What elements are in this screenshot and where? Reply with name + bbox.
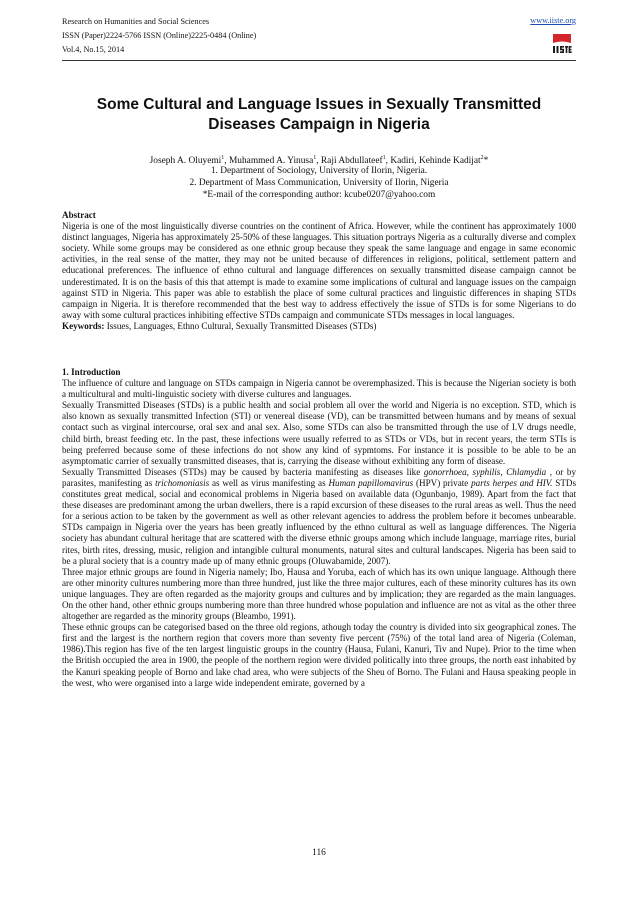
journal-name: Research on Humanities and Social Sciences bbox=[62, 17, 210, 26]
author-affil-mark: 2 bbox=[480, 155, 484, 161]
journal-issn: ISSN (Paper)2224-5766 ISSN (Online)2225-0484 (Online) bbox=[62, 31, 257, 40]
intro-paragraph-1: The influence of culture and language on STDs campaign in Nigeria cannot be overemphasized. This is because the Nigerian society is both a multicultural and multi-linguistic society with diverse cultures and languages. bbox=[62, 378, 576, 400]
author-affil-mark: 1 bbox=[313, 155, 317, 161]
header-rule bbox=[62, 60, 576, 61]
text-run: , or by parasites, manifesting as bbox=[62, 466, 576, 488]
journal-url-link[interactable]: www.iiste.org bbox=[530, 16, 576, 25]
text-run: as well as virus manifesting as bbox=[209, 477, 329, 488]
author-name: Raji Abdullateef bbox=[320, 156, 383, 167]
italic-run: gonorrhoea, syphilis, Chlamydia bbox=[423, 466, 547, 477]
page-number: 116 bbox=[312, 848, 326, 858]
intro-paragraph-2: Sexually Transmitted Diseases (STDs) is a public health and social problem all over the world and Nigeria is no exception. STD, which is also known as sexually transmitted Infection (STI) or venereal disease (VD), can be transmitted between humans and by means of sexual contact such as virginal intercourse, oral sex and anal sex. Also, some STDs can also be transmitted through the use of I.V drugs needle, child birth, breast feeding etc. In the past, these infections were usually referred to as STDs or VDs, but in recent years, the term STIs is being preferred because some of these infections do not show any kind of sypmtoms. For instance it is possible to be able to be an asymptomatic carrier of sexually transmitted diseases, that is, carrying the disease without exhibiting any form of disease. bbox=[62, 400, 576, 466]
intro-paragraph-5: These ethnic groups can be categorised based on the three old regions, athough today the country is divided into six geographical zones. The first and the largest is the northern region that covers more than seventy five percent (75%) of the total land area of Nigeria (Coleman, 1986).This region has five of the ten largest linguistic groups in the country (Hausa, Fulani, Kanuri, Tiv and Nupe). Prior to the time when the British occupied the area in 1900, the people of the northern region were divided politically into three groups, the north east inhabited by the Kanuri speaking people of Borno and lake chad area, who were subjects of the Sheu of Borno. The Fulani and Hausa speaking people in the west, who were organised into a large wide independent emirate, governed by a bbox=[62, 622, 576, 688]
author-list: Joseph A. Oluyemi$^1$, Muhammed A. Yinusa$^1$, Raji Abdullateef$^1$, Kadiri, Kehinde Kadijat$^2$* bbox=[149, 155, 489, 167]
italic-run: Human papillomavirus bbox=[328, 477, 414, 488]
italic-run: parts herpes and HIV. bbox=[471, 477, 553, 488]
paper-title: Some Cultural and Language Issues in Sexually Transmitted Diseases Campaign in Nigeria bbox=[96, 96, 542, 133]
author-name: Kadiri, Kehinde Kadijat bbox=[390, 156, 481, 167]
intro-heading: 1. Introduction bbox=[62, 367, 121, 377]
author-name: Muhammed A. Yinusa bbox=[228, 156, 314, 167]
corresponding-email: *E-mail of the corresponding author: kcube0207@yahoo.com bbox=[202, 190, 436, 200]
text-run: (HPV) private bbox=[413, 477, 472, 488]
abstract-heading: Abstract bbox=[62, 210, 96, 220]
keywords-text: Issues, Languages, Ethno Cultural, Sexually Transmitted Diseases (STDs) bbox=[104, 320, 377, 331]
journal-volume: Vol.4, No.15, 2014 bbox=[62, 45, 125, 54]
intro-paragraph-3 bbox=[62, 467, 576, 567]
introduction-section bbox=[62, 367, 576, 689]
affiliation-2: 2. Department of Mass Communication, University of Ilorin, Nigeria bbox=[189, 178, 449, 188]
author-affil-mark: 1 bbox=[221, 155, 225, 161]
keywords-label: Keywords: bbox=[62, 320, 105, 331]
affiliation-1: 1. Department of Sociology, University of Ilorin, Nigeria. bbox=[210, 166, 428, 176]
iiste-logo-icon bbox=[550, 31, 574, 55]
abstract-text: Nigeria is one of the most linguistically diverse countries on the continent of Africa. However, while the continent has approximately 1000 distinct languages, Nigeria has approximately 25-50% of these languages. This situation portrays Nigeria as a culturally diverse and complex society. While some groups may be considered as one ethnic group because they speak the same language and engage in same economic activities, in the real sense of the matter, they may not be united because of differences in religions, political, settlement pattern and educational preferences. The influence of ethno cultural and language differences on sexually transmitted disease campaign cannot be underestimated. It is on the basis of this that attempt is made to examine some implications of cultural and language issues on the campaign against STD in Nigeria. This paper was able to establish the place of some cultural practices and linguistic differences in shaping STDs campaign in Nigeria. It is therefore recommended that the best way to address effectively the issue of STDs is for some Nigerians to do away with some cultural practices inhibiting effective STDs campaign and communicate STDs messages in local languages. bbox=[62, 221, 576, 320]
author-affil-mark: 1 bbox=[382, 155, 386, 161]
text-run: Sexually Transmitted Diseases (STDs) may be caused by bacteria manifesting as diseases like bbox=[62, 466, 424, 477]
author-name: Joseph A. Oluyemi bbox=[149, 156, 222, 167]
abstract-section bbox=[62, 210, 576, 332]
text-run: STDs constitutes great medical, social and economical problems in Nigeria based on available data (Ogunbanjo, 1989). Apart from the fact that these diseases are predominant among the urban dwellers, there is a rapid excursion of these diseases to the rural areas as well. Thus the need for a serious action to be taken by the government as well as other relevant agencies to address the problem before it becomes unbearable. STDs campaign in Nigeria over the years has been greatly influenced by the ethno cultural as well as language differences. The Nigeria society has abundant cultural heritage that are scattered with the diverse ethnic groups among which include language, marriage rites, burial rites, birth rites, dressing, music, religion and intangible cultural monuments, natural sites and cultural landscapes. Nigeria has been said to be a plural society that is a country made up of many ethnic groups (Oluwabamide, 2007). bbox=[62, 477, 576, 566]
corresponding-mark: * bbox=[483, 156, 489, 167]
intro-paragraph-4: Three major ethnic groups are found in Nigeria namely; Ibo, Hausa and Yoruba, each of which has its own unique language. Although there are other minority cultures numbering more than three hundred, just like the three major cultures, each of these minority cultures has its own unique languages. They are often regarded as the majority groups and cultures and by implication; they are regarded as the main languages. On the other hand, other ethnic groups numbering more than three hundred whose population and influence are not as vital as the other three altogether are regarded as the minority groups (Bleambo, 1991). bbox=[62, 566, 576, 622]
italic-run: trichomoniasis bbox=[155, 477, 210, 488]
keywords-line bbox=[62, 321, 576, 332]
